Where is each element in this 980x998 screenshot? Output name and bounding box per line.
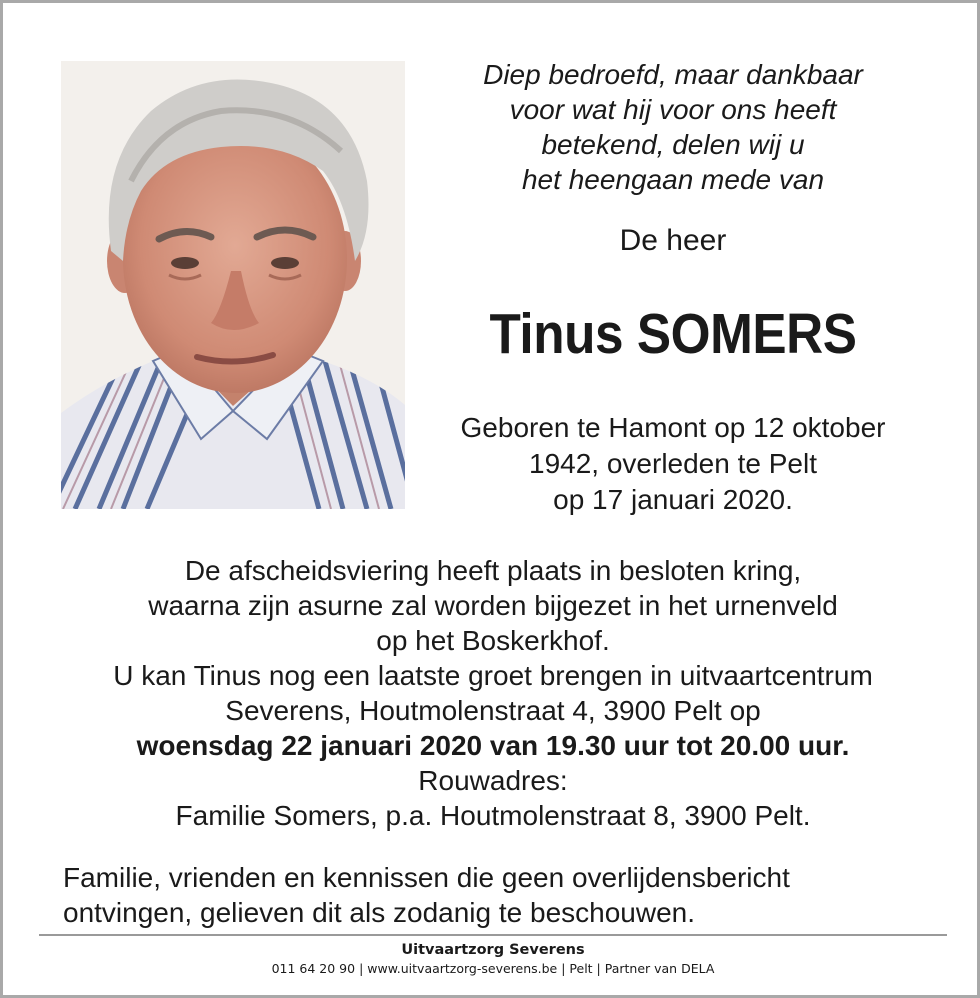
intro-line: het heengaan mede van [521,164,825,195]
closing-line: Familie, vrienden en kennissen die geen overlijdensbericht [63,862,790,893]
funeral-company-info: 011 64 20 90 | www.uitvaartzorg-severens.be | Pelt | Partner van DELA [271,961,715,976]
intro-text [423,57,923,197]
ceremony-line: op het Boskerkhof. [376,625,610,656]
closing-line: ontvingen, gelieven dit als zodanig te beschouwen. [63,897,695,928]
birth-death-line: Geboren te Hamont op 12 oktober [460,412,886,443]
deceased-name: Tinus SOMERS [489,302,857,366]
ceremony-line: U kan Tinus nog een laatste groet brengen in uitvaartcentrum [113,660,873,691]
ceremony-line: waarna zijn asurne zal worden bijgezet in het urnenveld [148,590,838,621]
ceremony-text [33,553,953,833]
salutation: De heer [619,224,727,257]
birth-death-line: op 17 januari 2020. [553,484,793,515]
visitation-time: woensdag 22 januari 2020 van 19.30 uur tot 20.00 uur. [136,730,850,761]
address-label: Rouwadres: [418,765,568,796]
intro-line: voor wat hij voor ons heeft [509,94,837,125]
portrait-photo [61,61,405,509]
birth-death-text [423,410,923,518]
intro-line: Diep bedroefd, maar dankbaar [483,59,863,90]
ceremony-line: Severens, Houtmolenstraat 4, 3900 Pelt op [225,695,761,726]
footer-divider [39,934,947,936]
funeral-company-name: Uitvaartzorg Severens [401,942,585,958]
intro-line: betekend, delen wij u [541,129,805,160]
ceremony-line: De afscheidsviering heeft plaats in besloten kring, [184,555,802,586]
mourning-address: Familie Somers, p.a. Houtmolenstraat 8, 3900 Pelt. [175,800,811,831]
closing-text [63,860,943,930]
birth-death-line: 1942, overleden te Pelt [529,448,817,479]
